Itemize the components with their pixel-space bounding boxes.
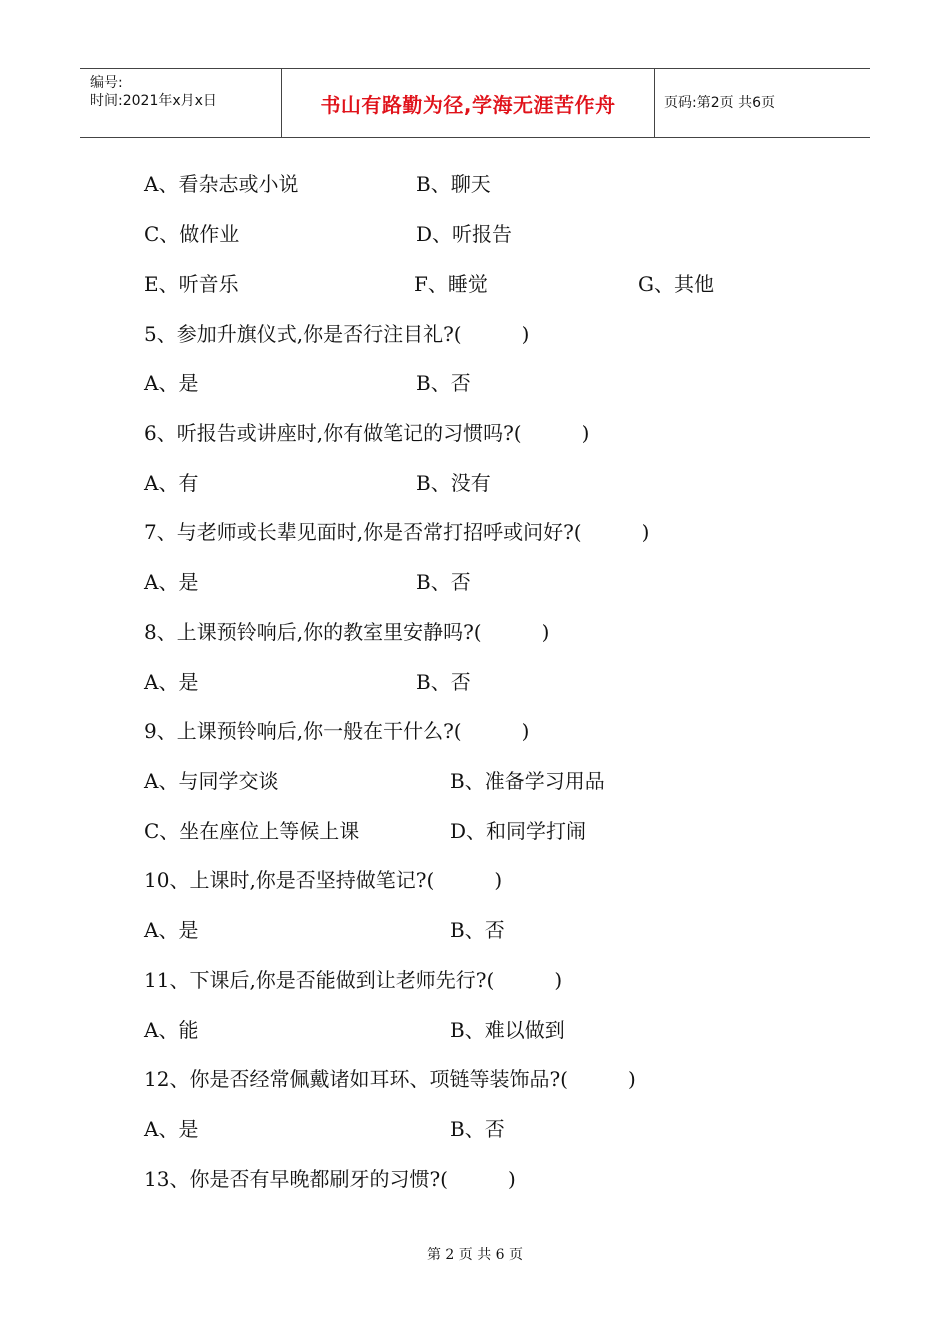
question-6: 6、听报告或讲座时,你有做笔记的习惯吗?( ) <box>144 421 590 445</box>
option-c: C、坐在座位上等候上课 <box>144 819 360 843</box>
question-11: 11、下课后,你是否能做到让老师先行?( ) <box>144 968 563 992</box>
option-a: A、有 <box>144 471 199 495</box>
option-a: A、是 <box>144 918 199 942</box>
option-a: A、是 <box>144 371 199 395</box>
option-a: A、与同学交谈 <box>144 769 279 793</box>
option-b: B、聊天 <box>416 172 491 196</box>
option-a: A、看杂志或小说 <box>144 172 299 196</box>
option-d: D、和同学打闹 <box>450 819 587 843</box>
question-12: 12、你是否经常佩戴诸如耳环、项链等装饰品?( ) <box>144 1067 636 1091</box>
option-a: A、是 <box>144 570 199 594</box>
option-b: B、难以做到 <box>450 1018 565 1042</box>
option-e: E、听音乐 <box>144 272 239 296</box>
option-a: A、是 <box>144 670 199 694</box>
option-a: A、能 <box>144 1018 199 1042</box>
option-g: G、其他 <box>638 272 714 296</box>
header-page-cell <box>654 69 870 137</box>
option-b: B、否 <box>450 1117 505 1141</box>
question-5: 5、参加升旗仪式,你是否行注目礼?( ) <box>144 322 530 346</box>
question-13: 13、你是否有早晚都刷牙的习惯?( ) <box>144 1167 516 1191</box>
option-a: A、是 <box>144 1117 199 1141</box>
option-b: B、否 <box>450 918 505 942</box>
option-d: D、听报告 <box>416 222 513 246</box>
page-info: 页码:第2页 共6页 <box>664 95 775 111</box>
serial-label: 编号: <box>90 75 123 91</box>
option-c: C、做作业 <box>144 222 240 246</box>
option-b: B、否 <box>416 570 471 594</box>
option-b: B、否 <box>416 371 471 395</box>
option-b: B、准备学习用品 <box>450 769 605 793</box>
question-8: 8、上课预铃响后,你的教室里安静吗?( ) <box>144 620 550 644</box>
option-f: F、睡觉 <box>414 272 488 296</box>
time-label: 时间:2021年x月x日 <box>90 93 217 109</box>
page-footer: 第 2 页 共 6 页 <box>426 1247 524 1263</box>
question-9: 9、上课预铃响后,你一般在干什么?( ) <box>144 719 530 743</box>
motto-text: 书山有路勤为径,学海无涯苦作舟 <box>320 92 616 117</box>
option-b: B、没有 <box>416 471 491 495</box>
question-7: 7、与老师或长辈见面时,你是否常打招呼或问好?( ) <box>144 520 650 544</box>
option-b: B、否 <box>416 670 471 694</box>
header-meta <box>80 69 280 137</box>
page-header <box>80 68 870 138</box>
header-motto-cell <box>281 69 655 137</box>
question-10: 10、上课时,你是否坚持做笔记?( ) <box>144 868 503 892</box>
